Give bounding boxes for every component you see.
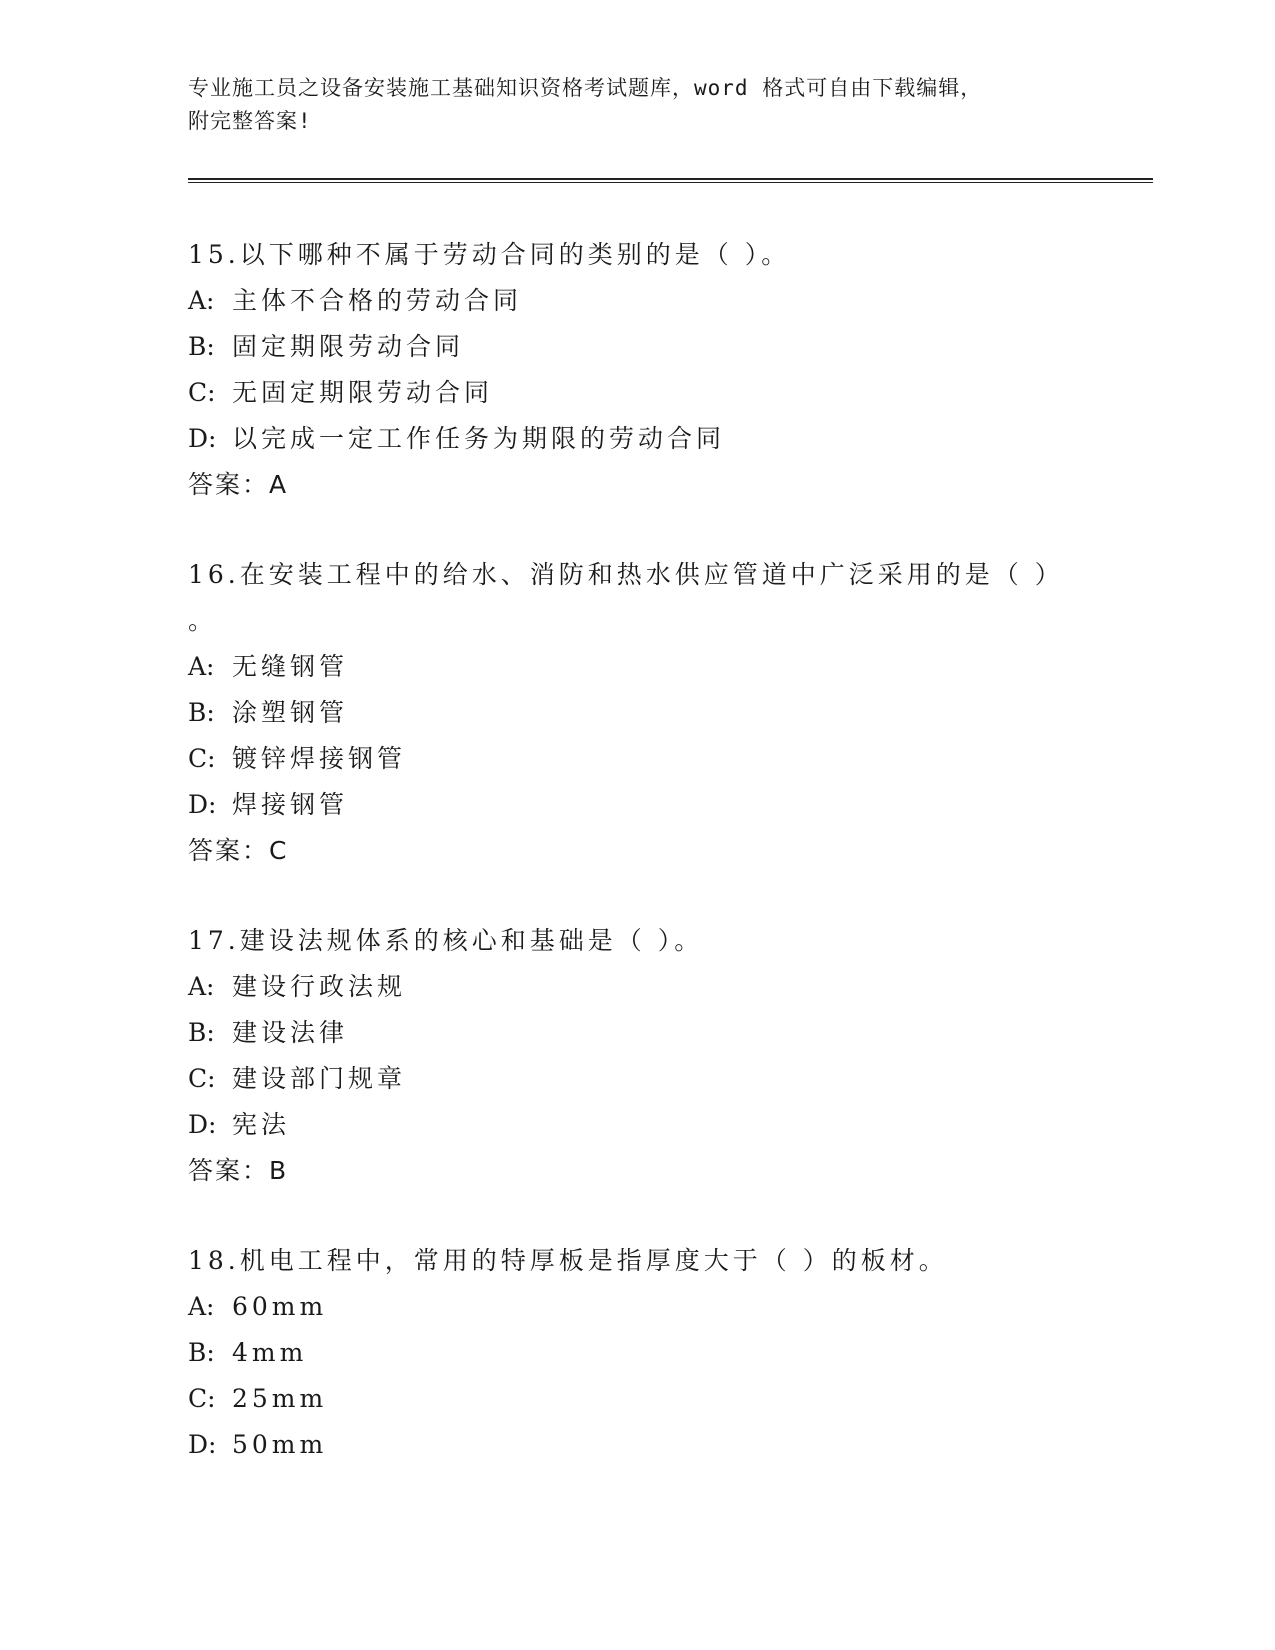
option-letter: A: xyxy=(188,972,215,1001)
question-15 xyxy=(188,232,1088,508)
option-b xyxy=(188,1330,1088,1376)
option-text: 建设法律 xyxy=(232,1018,349,1047)
header-line-2: 附完整答案! xyxy=(188,109,312,133)
option-text: 建设行政法规 xyxy=(232,972,407,1001)
header-line-1: 专业施工员之设备安装施工基础知识资格考试题库，word 格式可自由下载编辑， xyxy=(188,76,983,100)
option-d xyxy=(188,416,1088,462)
option-text: 焊接钢管 xyxy=(232,790,349,819)
option-b xyxy=(188,324,1088,370)
option-letter: C: xyxy=(188,1384,216,1413)
question-stem: 17.建设法规体系的核心和基础是（ ）。 xyxy=(188,926,704,955)
question-stem: 18.机电工程中，常用的特厚板是指厚度大于（ ）的板材。 xyxy=(188,1246,948,1275)
option-letter: A: xyxy=(188,286,215,315)
document-header xyxy=(188,72,1068,138)
option-text: 主体不合格的劳动合同 xyxy=(232,286,523,315)
option-a xyxy=(188,278,1088,324)
option-letter: B: xyxy=(188,698,215,727)
option-letter: D: xyxy=(188,1430,217,1459)
option-b xyxy=(188,690,1088,736)
answer-line: 答案：B xyxy=(188,1156,289,1185)
option-a xyxy=(188,964,1088,1010)
option-text: 50mm xyxy=(232,1430,328,1459)
question-list xyxy=(188,232,1088,1512)
option-text: 以完成一定工作任务为期限的劳动合同 xyxy=(232,424,726,453)
option-letter: C: xyxy=(188,378,216,407)
option-text: 固定期限劳动合同 xyxy=(232,332,465,361)
option-c xyxy=(188,736,1088,782)
option-c xyxy=(188,370,1088,416)
option-a xyxy=(188,644,1088,690)
option-letter: D: xyxy=(188,1110,217,1139)
option-text: 镀锌焊接钢管 xyxy=(232,744,407,773)
option-letter: A: xyxy=(188,1292,215,1321)
option-text: 25mm xyxy=(232,1384,328,1413)
option-text: 4mm xyxy=(232,1338,308,1367)
option-text: 无缝钢管 xyxy=(232,652,349,681)
option-text: 60mm xyxy=(232,1292,328,1321)
question-16 xyxy=(188,552,1088,874)
question-17 xyxy=(188,918,1088,1194)
option-letter: A: xyxy=(188,652,215,681)
option-letter: C: xyxy=(188,744,216,773)
answer-line: 答案：C xyxy=(188,836,289,865)
header-divider-thin xyxy=(188,182,1153,183)
option-letter: B: xyxy=(188,332,215,361)
option-text: 宪法 xyxy=(232,1110,291,1139)
option-text: 无固定期限劳动合同 xyxy=(232,378,494,407)
option-c xyxy=(188,1056,1088,1102)
option-letter: D: xyxy=(188,790,217,819)
option-d xyxy=(188,1422,1088,1468)
option-letter: B: xyxy=(188,1018,215,1047)
option-letter: C: xyxy=(188,1064,216,1093)
option-a xyxy=(188,1284,1088,1330)
option-letter: B: xyxy=(188,1338,215,1367)
option-d xyxy=(188,1102,1088,1148)
option-text: 涂塑钢管 xyxy=(232,698,349,727)
header-divider-thick xyxy=(188,178,1153,180)
option-b xyxy=(188,1010,1088,1056)
question-stem: 16.在安装工程中的给水、消防和热水供应管道中广泛采用的是（ ） xyxy=(188,560,1064,589)
question-18 xyxy=(188,1238,1088,1468)
question-stem-continuation: 。 xyxy=(188,606,218,635)
option-text: 建设部门规章 xyxy=(232,1064,407,1093)
option-c xyxy=(188,1376,1088,1422)
option-letter: D: xyxy=(188,424,217,453)
question-stem: 15.以下哪种不属于劳动合同的类别的是（ ）。 xyxy=(188,240,791,269)
option-d xyxy=(188,782,1088,828)
answer-line: 答案：A xyxy=(188,470,289,499)
